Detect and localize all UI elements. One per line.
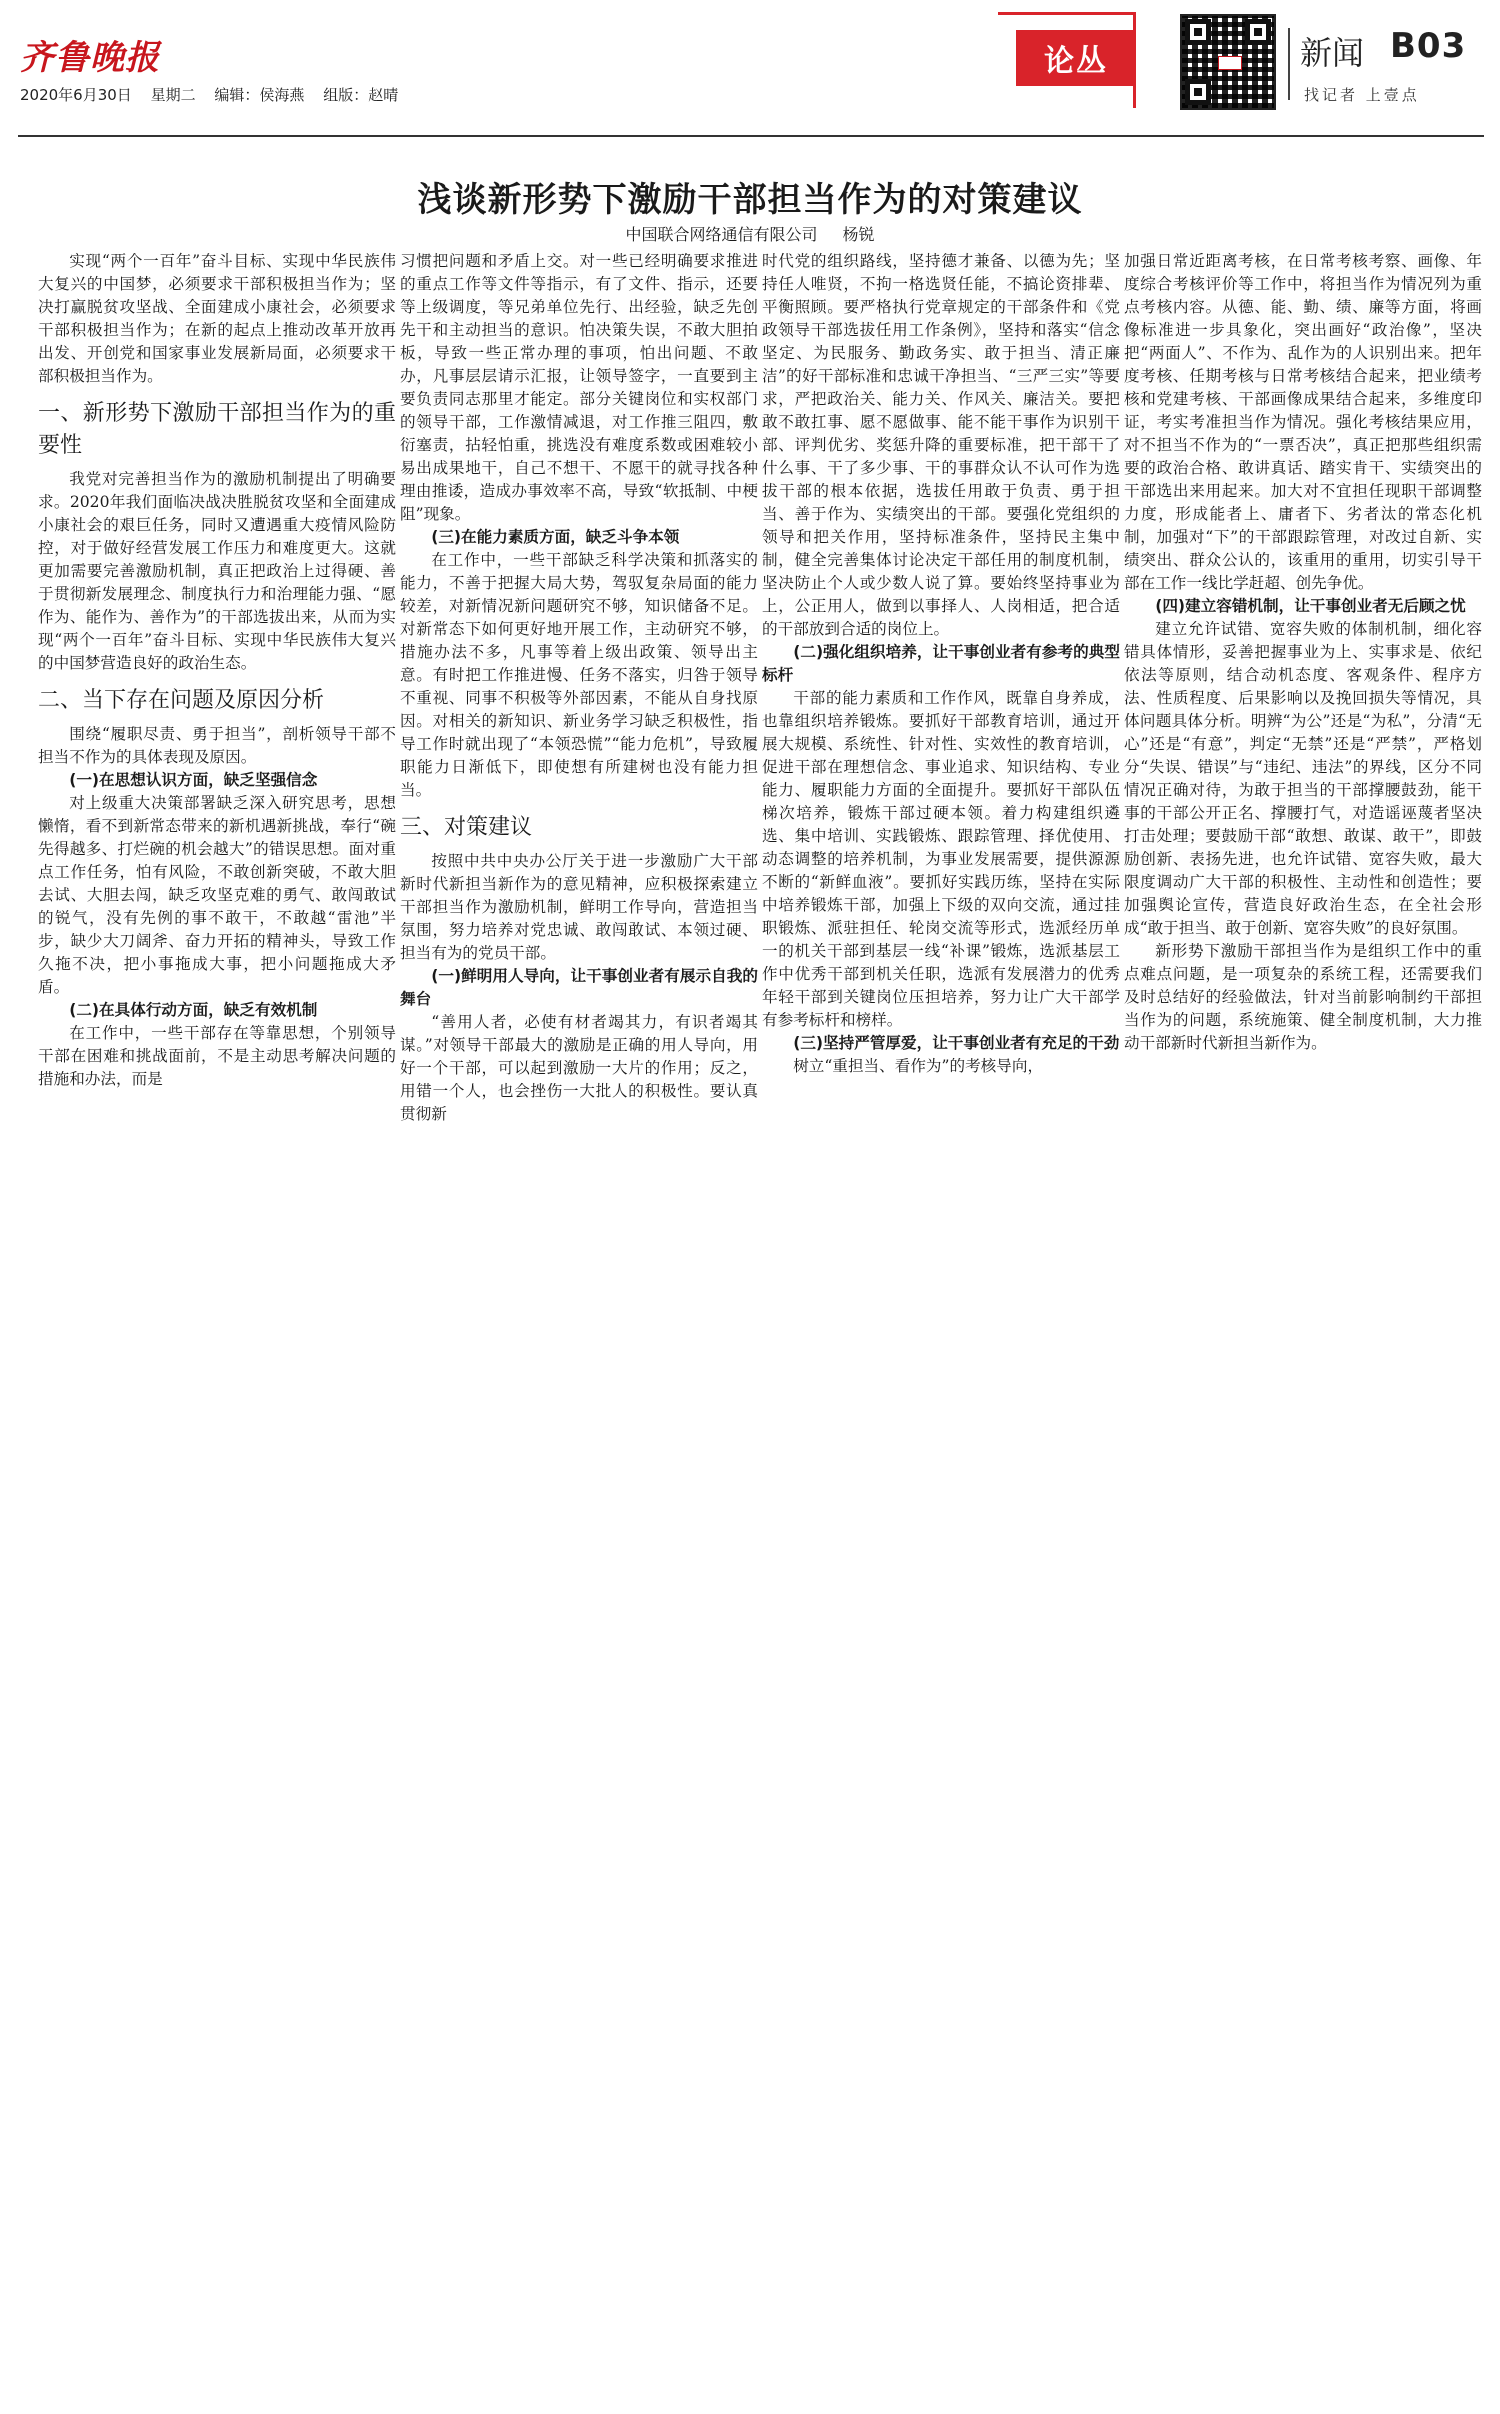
paragraph: “善用人者，必使有材者竭其力，有识者竭其谋。”对领导干部最大的激励是正确的用人导向，用好一个干部，可以起到激励一大片的作用；反之，用错一个人，也会挫伤一大批人的积极性。要认真贯彻新 (400, 1013, 758, 1123)
section-heading: 二、当下存在问题及原因分析 (38, 688, 325, 713)
subsection-heading: (一)在思想认识方面，缺乏坚强信念 (69, 771, 318, 789)
article-column-3 (762, 250, 1120, 1078)
subsection-heading: (二)强化组织培养，让干事创业者有参考的典型标杆 (762, 643, 1120, 684)
paragraph: 围绕“履职尽责、勇于担当”，剖析领导干部不担当不作为的具体表现及原因。 (38, 725, 396, 766)
section-name: 新闻 (1300, 34, 1365, 72)
subsection-heading: (三)坚持严管厚爱，让干事创业者有充足的干劲 (793, 1034, 1120, 1052)
header-divider (1288, 28, 1290, 100)
issue-date: 2020年6月30日 (20, 86, 132, 104)
subsection-heading: (一)鲜明用人导向，让干事创业者有展示自我的舞台 (400, 967, 758, 1008)
author-org: 中国联合网络通信有限公司 (625, 225, 818, 244)
paragraph: 新形势下激励干部担当作为是组织工作中的重点难点问题，是一项复杂的系统工程，还需要我们及时总结好的经验做法，针对当前影响制约干部担当作为的问题，系统施策、健全制度机制，大力推动干部新时代新担当新作为。 (1124, 942, 1482, 1052)
paper-logo: 齐鲁晚报 (20, 38, 160, 78)
paragraph: 时代党的组织路线，坚持德才兼备、以德为先；坚持任人唯贤，不拘一格选贤任能，不搞论资排辈、平衡照顾。要严格执行党章规定的干部条件和《党政领导干部选拔任用工作条例》，坚持和落实“信念坚定、为民服务、勤政务实、敢于担当、清正廉洁”的好干部标准和忠诚干净担当、“三严三实”等要求，严把政治关、能力关、作风关、廉洁关。要把敢不敢扛事、愿不愿做事、能不能干事作为识别干部、评判优劣、奖惩升降的重要标准，把干部干了什么事、干了多少事、干的事群众认不认可作为选拔干部的根本依据，选拔任用敢于负责、勇于担当、善于作为、实绩突出的干部。要强化党组织的领导和把关作用，坚持标准条件，坚持民主集中制，健全完善集体讨论决定干部任用的制度机制，坚决防止个人或少数人说了算。要始终坚持事业为上，公正用人，做到以事择人、人岗相适，把合适的干部放到合适的岗位上。 (762, 252, 1120, 638)
paragraph: 按照中共中央办公厅关于进一步激励广大干部新时代新担当新作为的意见精神，应积极探索建立干部担当作为激励机制，鲜明工作导向，营造担当氛围，努力培养对党忠诚、敢闯敢试、本领过硬、担当有为的党员干部。 (400, 852, 758, 962)
column-tag: 论丛 (1016, 30, 1136, 86)
page-number: B03 (1390, 26, 1467, 66)
paragraph: 实现“两个一百年”奋斗目标、实现中华民族伟大复兴的中国梦，必须要求干部积极担当作为；坚决打赢脱贫攻坚战、全面建成小康社会，必须要求干部积极担当作为；在新的起点上推动改革开放再出发、开创党和国家事业发展新局面，必须要求干部积极担当作为。 (38, 252, 396, 385)
qr-code-icon (1180, 14, 1276, 110)
article-title: 浅谈新形势下激励干部担当作为的对策建议 (417, 180, 1083, 220)
paragraph: 树立“重担当、看作为”的考核导向， (793, 1057, 1044, 1075)
paragraph: 对上级重大决策部署缺乏深入研究思考，思想懒惰，看不到新常态带来的新机遇新挑战，奉行“碗先得越多、打烂碗的机会越大”的错误思想。面对重点工作任务，怕有风险，不敢创新突破，不敢大胆去试、大胆去闯，缺乏攻坚克难的勇气、敢闯敢试的锐气，没有先例的事不敢干，不敢越“雷池”半步，缺少大刀阔斧、奋力开拓的精神头，导致工作久拖不决，把小事拖成大事，把小问题拖成大矛盾。 (38, 794, 396, 996)
article-column-1 (38, 250, 396, 1091)
article-column-4 (1124, 250, 1482, 1055)
paragraph: 干部的能力素质和工作作风，既靠自身养成，也靠组织培养锻炼。要抓好干部教育培训，通过开展大规模、系统性、针对性、实效性的教育培训，促进干部在理想信念、事业追求、知识结构、专业能力、履职能力方面的全面提升。要抓好干部队伍梯次培养，锻炼干部过硬本领。着力构建组织遴选、集中培训、实践锻炼、跟踪管理、择优使用、动态调整的培养机制，为事业发展需要，提供源源不断的“新鲜血液”。要抓好实践历练，坚持在实际中培养锻炼干部，加强上下级的双向交流，通过挂职锻炼、派驻担任、轮岗交流等形式，选派经历单一的机关干部到基层一线“补课”锻炼，选派基层工作中优秀干部到机关任职，选派有发展潜力的优秀年轻干部到关键岗位压担培养，努力让广大干部学有参考标杆和榜样。 (762, 689, 1120, 1029)
editor-credit: 编辑：侯海燕 (214, 86, 305, 104)
byline (0, 222, 1500, 245)
paragraph: 习惯把问题和矛盾上交。对一些已经明确要求推进的重点工作等文件等指示，有了文件、指示，还要等上级调度，等兄弟单位先行、出经验，缺乏先创先干和主动担当的意识。怕决策失误，不敢大胆拍板，导致一些正常办理的事项，怕出问题、不敢办，凡事层层请示汇报，让领导签字，一直要到主要负责同志那里才能定。部分关键岗位和实权部门的领导干部，工作激情减退，对工作推三阻四，敷衍塞责，拈轻怕重，挑选没有难度系数或困难较小易出成果地干，自己不想干、不愿干的就寻找各种理由推诿，造成办事效率不高，导致“软抵制、中梗阻”现象。 (400, 252, 758, 523)
paragraph: 建立允许试错、宽容失败的体制机制，细化容错具体情形，妥善把握事业为上、实事求是、依纪依法等原则，结合动机态度、客观条件、程序方法、性质程度、后果影响以及挽回损失等情况，具体问题具体分析。明辨“为公”还是“为私”，分清“无心”还是“有意”，判定“无禁”还是“严禁”，严格划分“失误、错误”与“违纪、违法”的界线，区分不同情况正确对待，为敢于担当的干部撑腰鼓劲，能干事的干部公开正名、撑腰打气，对造谣诬蔑者坚决打击处理；要鼓励干部“敢想、敢谋、敢干”，即鼓励创新、表扬先进，也允许试错、宽容失败，最大限度调动广大干部的积极性、主动性和创造性；要加强舆论宣传，营造良好政治生态，在全社会形成“敢于担当、敢于创新、宽容失败”的良好氛围。 (1124, 620, 1482, 937)
author-name: 杨锐 (842, 225, 875, 244)
paragraph: 加强日常近距离考核，在日常考核考察、画像、年度综合考核评价等工作中，将担当作为情况列为重点考核内容。从德、能、勤、绩、廉等方面，将画像标准进一步具象化，突出画好“政治像”，坚决把“两面人”、不作为、乱作为的人识别出来。把年度考核、任期考核与日常考核结合起来，把业绩考核和党建考核、干部画像成果结合起来，多维度印证，考实考准担当作为情况。强化考核结果应用，对不担当不作为的“一票否决”，真正把那些组织需要的政治合格、敢讲真话、踏实肯干、实绩突出的干部选出来用起来。加大对不宜担任现职干部调整力度，形成能者上、庸者下、劣者汰的常态化机制，加强对“下”的干部跟踪管理，对改过自新、实绩突出、群众公认的，该重用的重用，切实引导干部在工作一线比学赶超、创先争优。 (1124, 252, 1482, 592)
article-column-2 (400, 250, 758, 1126)
paragraph: 我党对完善担当作为的激励机制提出了明确要求。2020年我们面临决战决胜脱贫攻坚和全面建成小康社会的艰巨任务，同时又遭遇重大疫情风险防控，对于做好经营发展工作压力和难度更大。这就更加需要完善激励机制，真正把政治上过得硬、善于贯彻新发展理念、制度执行力和治理能力强、“愿作为、能作为、善作为”的干部选拔出来，从而为实现“两个一百年”奋斗目标、实现中华民族伟大复兴的中国梦营造良好的政治生态。 (38, 470, 396, 672)
subsection-heading: (四)建立容错机制，让干事创业者无后顾之忧 (1155, 597, 1466, 615)
section-heading: 一、新形势下激励干部担当作为的重要性 (38, 401, 396, 458)
header-rule (18, 135, 1484, 137)
masthead (0, 0, 1500, 135)
paragraph: 在工作中，一些干部缺乏科学决策和抓落实的能力，不善于把握大局大势，驾驭复杂局面的能力较差，对新情况新问题研究不够，知识储备不足。对新常态下如何更好地开展工作，主动研究不够，措施办法不多，凡事等着上级出政策、领导出主意。有时把工作推进慢、任务不落实，归咎于领导不重视、同事不积极等外部因素，不能从自身找原因。对相关的新知识、新业务学习缺乏积极性，指导工作时就出现了“本领恐慌”“能力危机”，导致履职能力日渐低下，即使想有所建树也没有能力担当。 (400, 551, 758, 799)
subsection-heading: (三)在能力素质方面，缺乏斗争本领 (431, 528, 680, 546)
paragraph: 在工作中，一些干部存在等靠思想，个别领导干部在困难和挑战面前，不是主动思考解决问题的措施和办法，而是 (38, 1024, 396, 1088)
dateline (20, 84, 412, 105)
section-heading: 三、对策建议 (400, 815, 533, 840)
slogan: 找记者 上壹点 (1304, 86, 1420, 104)
issue-weekday: 星期二 (150, 86, 196, 104)
layout-credit: 组版：赵晴 (323, 86, 399, 104)
subsection-heading: (二)在具体行动方面，缺乏有效机制 (69, 1001, 318, 1019)
